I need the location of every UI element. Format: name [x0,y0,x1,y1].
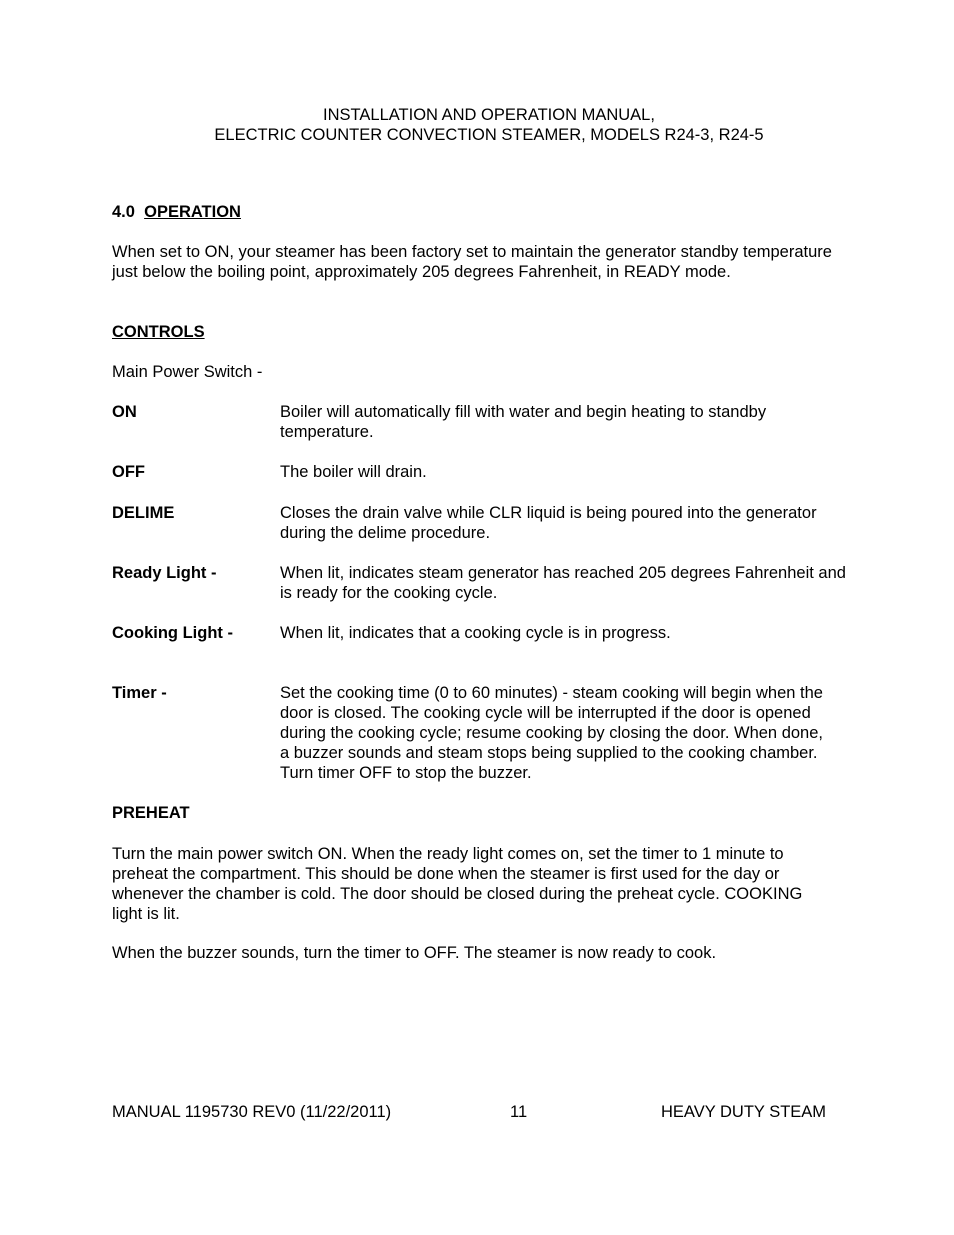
document-header-line-1: INSTALLATION AND OPERATION MANUAL, [323,106,655,124]
control-term-on: ON [112,403,137,421]
section-title: OPERATION [144,203,241,221]
control-desc-ready-light: When lit, indicates steam generator has reached 205 degrees Fahrenheit and is ready for the cooking cycle. [280,564,846,602]
footer-page-number: 11 [510,1103,528,1121]
section-number: 4.0 [112,203,135,221]
control-desc-off: The boiler will drain. [280,463,427,481]
preheat-paragraph-2: When the buzzer sounds, turn the timer to OFF. The steamer is now ready to cook. [112,944,717,962]
control-desc-delime: Closes the drain valve while CLR liquid is being poured into the generator during the delime procedure. [280,504,817,542]
controls-heading: CONTROLS [112,323,205,341]
control-desc-on: Boiler will automatically fill with water and begin heating to standby temperature. [280,403,767,441]
preheat-heading: PREHEAT [112,804,190,822]
footer-brand: HEAVY DUTY STEAM [661,1103,827,1121]
control-term-cooking-light: Cooking Light - [112,624,233,642]
control-desc-cooking-light: When lit, indicates that a cooking cycle is in progress. [280,624,671,642]
intro-paragraph: When set to ON, your steamer has been factory set to maintain the generator standby temperature just below the boiling point, approximately 205 degrees Fahrenheit, in READY mode. [112,243,832,281]
section-heading [112,202,241,222]
control-term-off: OFF [112,463,145,481]
main-power-switch-label: Main Power Switch - [112,363,263,381]
footer-manual-number: MANUAL 1195730 REV0 (11/22/2011) [112,1103,392,1121]
control-desc-timer: Set the cooking time (0 to 60 minutes) - steam cooking will begin when the door is closed. The cooking cycle will be interrupted if the door is opened during the cooking cycle; resume cooking by closing the door. When done, a buzzer sounds and steam stops being supplied to the cooking chamber. Turn timer OFF to stop the buzzer. [280,684,823,782]
preheat-paragraph-1: Turn the main power switch ON. When the ready light comes on, set the timer to 1 minute to preheat the compartment. This should be done when the steamer is first used for the day or whenever the chamber is cold. The door should be closed during the preheat cycle. COOKING light is lit. [112,845,803,923]
control-term-ready-light: Ready Light - [112,564,217,582]
control-term-delime: DELIME [112,504,175,522]
document-header-line-2: ELECTRIC COUNTER CONVECTION STEAMER, MODELS R24-3, R24-5 [214,126,764,144]
control-term-timer: Timer - [112,684,167,702]
